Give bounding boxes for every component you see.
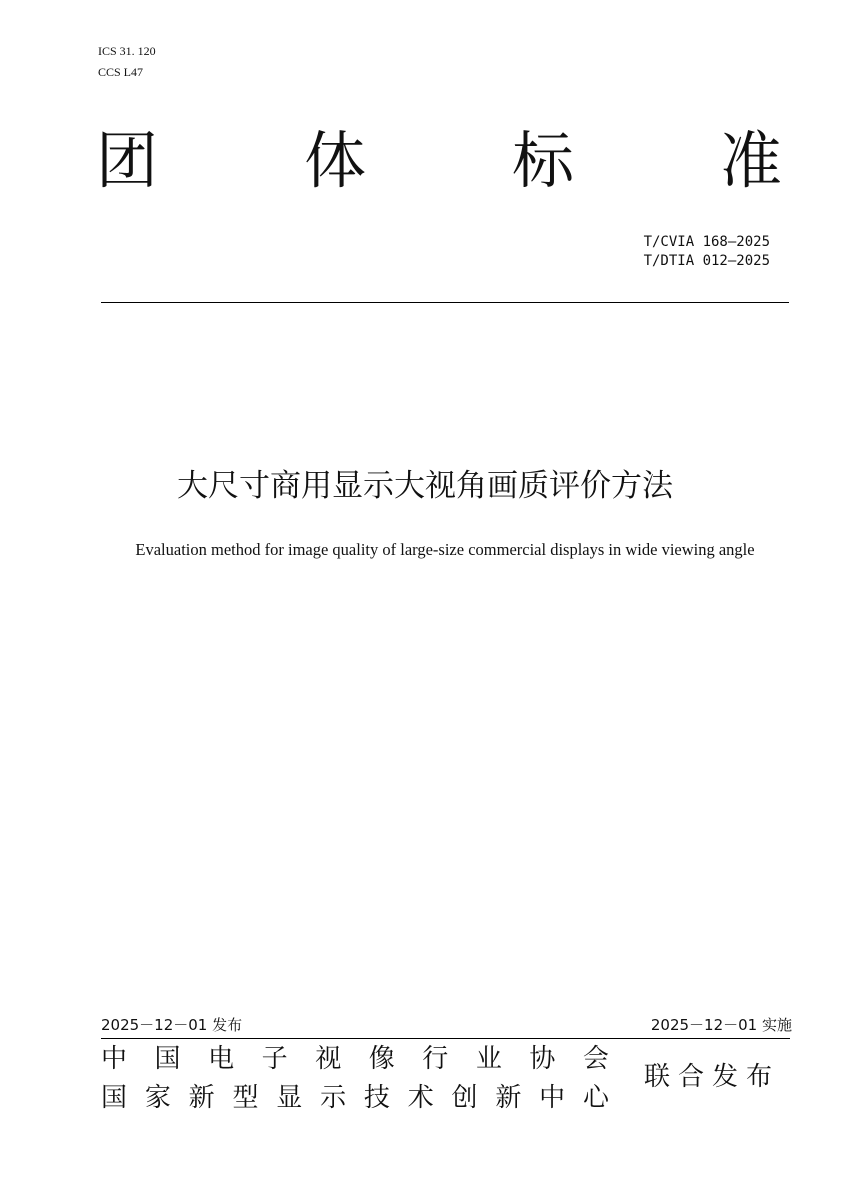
doc-type-char: 团 — [96, 124, 159, 197]
org-char: 像 — [368, 1044, 395, 1074]
ccs-code: CCS L47 — [98, 65, 144, 79]
doc-type-char: 标 — [511, 124, 574, 197]
bottom-divider — [101, 1038, 790, 1039]
standard-number: T/DTIA 012—2025 — [643, 253, 770, 269]
english-title: Evaluation method for image quality of large-size commercial displays in wide viewing angle — [135, 540, 755, 559]
org-char: 显 — [276, 1083, 303, 1113]
org-char: 协 — [529, 1044, 556, 1074]
org-char: 术 — [407, 1083, 434, 1113]
org-char: 视 — [315, 1044, 342, 1074]
org-char: 电 — [208, 1044, 235, 1074]
classification-codes — [98, 41, 156, 83]
document-type-title — [96, 125, 782, 197]
standard-numbers — [644, 233, 770, 271]
org-char: 家 — [144, 1083, 171, 1113]
publisher-org-1 — [101, 1042, 609, 1076]
chinese-title: 大尺寸商用显示大视角画质评价方法 — [177, 468, 673, 504]
publisher-org-2 — [101, 1081, 609, 1115]
org-char: 业 — [475, 1044, 502, 1074]
org-char: 新 — [495, 1083, 522, 1113]
org-char: 中 — [101, 1044, 128, 1074]
org-char: 创 — [451, 1083, 478, 1113]
joint-publish-label: 联合发布 — [644, 1062, 781, 1092]
org-char: 技 — [363, 1083, 390, 1113]
org-char: 会 — [582, 1044, 609, 1074]
implement-date: 2025－12－01 实施 — [650, 1016, 792, 1034]
org-char: 国 — [101, 1083, 128, 1113]
org-char: 中 — [539, 1083, 566, 1113]
org-char: 子 — [261, 1044, 288, 1074]
org-char: 行 — [422, 1044, 449, 1074]
doc-type-char: 准 — [719, 124, 782, 197]
org-char: 国 — [154, 1044, 181, 1074]
publish-date: 2025－12－01 发布 — [101, 1016, 243, 1034]
org-char: 示 — [320, 1083, 347, 1113]
org-char: 心 — [582, 1083, 609, 1113]
doc-type-char: 体 — [303, 124, 366, 197]
org-char: 新 — [188, 1083, 215, 1113]
standard-number: T/CVIA 168—2025 — [643, 234, 770, 250]
org-char: 型 — [232, 1083, 259, 1113]
ics-code: ICS 31. 120 — [98, 44, 156, 58]
top-divider — [101, 302, 789, 303]
